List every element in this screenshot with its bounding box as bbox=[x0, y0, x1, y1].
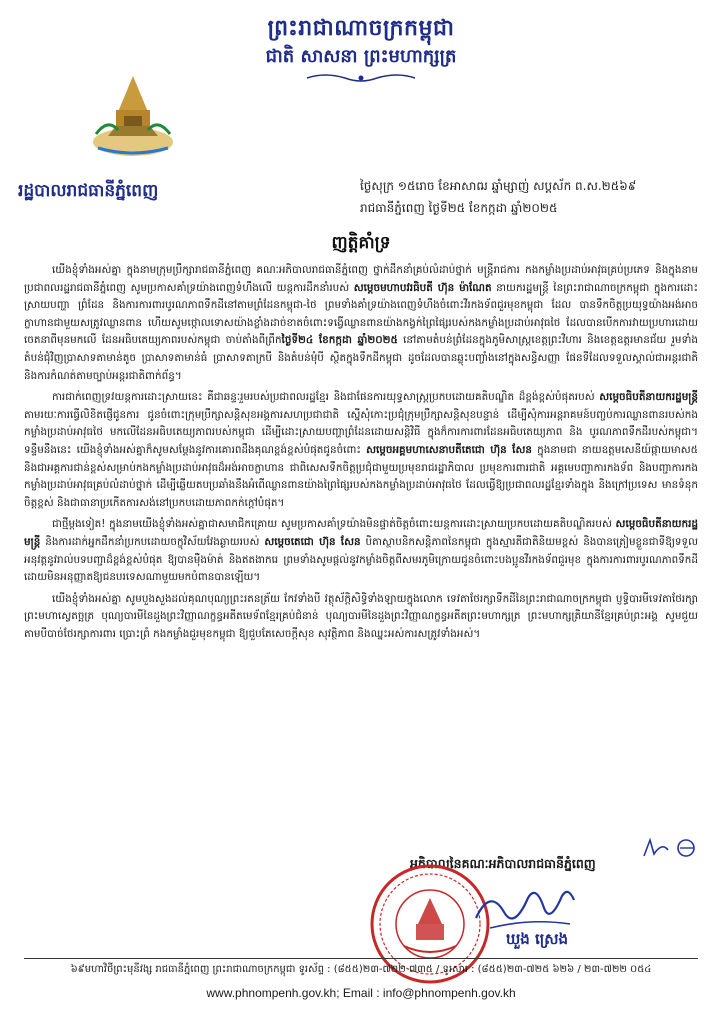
ornament-divider-icon bbox=[305, 72, 417, 84]
signatory-title: អភិបាលនៃគណៈអភិបាលរាជធានីភ្នំពេញ bbox=[410, 856, 596, 871]
lunar-date: ថ្ងៃសុក្រ ១៥រោច ខែអាសាឍ ឆ្នាំម្សាញ់ សប្តស័ក ព.ស.២៥៦៩ bbox=[360, 179, 637, 193]
body-paragraph: យើងខ្ញុំទាំងអស់គ្នា ក្នុងនាមក្រុមប្រឹក្សារាជធានីភ្នំពេញ គណៈអភិបាលរាជធានីភ្នំពេញ ថ្នាក់ដឹកនាំគ្រប់លំដាប់ថ្នាក់ មន្ត្រីរាជការ កងកម្លាំងប្រដាប់អាវុធគ្រប់ប្រភេទ និងក្នុងនាមប្រជាពលរដ្ឋរាជធានីភ្នំពេញ សូមប្រកាសគាំទ្រយ៉ាងពេញទំហឹងលើ យន្តការដឹកនាំរបស់ សម្ដេចមហាបវរធិបតី ហ៊ុន ម៉ាណែត នាយករដ្ឋមន្ត្រី នៃព្រះរាជាណាចក្រកម្ពុជា ក្នុងការដោះស្រាយបញ្ហា ព្រំដែន និងការការពារបូរណភាពទឹកដីនៅតាមព្រំដែនកម្ពុជា-ថៃ ព្រមទាំងគាំទ្រយ៉ាងពេញទំហឹងចំពោះវីរកងទ័ពជួរមុខកម្ពុជា ដែល បានទឹកចិត្តប្រយុទ្ធយ៉ាងអង់អាចក្លាហានជាមួយសត្រូវឈ្លានពាន ហើយសូមថ្កោលទោសយ៉ាងខ្លាំងដាច់ខាតចំពោះទង្វើឈ្លានពានយ៉ាងកង្វក់ព្រៃផ្សៃរបស់កងកម្លាំងប្រដាប់អាវុធថៃ ដែលបានបើកការវាយប្រហារដោយចេតនាពីមុនមកលើ ដែនអធិបតេយ្យភាពរបស់កម្ពុជា ចាប់តាំងពីព្រឹកថ្ងៃទី២៤ ខែកក្កដា ឆ្នាំ២០២៥ នៅតាមតំបន់ព្រំដែនក្នុងភូមិសាស្ត្រខេត្តព្រះវិហារ និងខេត្តឧត្តរមានជ័យ រួមទាំង តំបន់ជុំវិញប្រាសាទតាមាន់តូច ប្រាសាទតាមាន់ធំ ប្រាសាទតាក្របី និងតំបន់មុំបី ស្ថិតក្នុងទឹកដីកម្ពុជា ដូចដែលបានឆ្លុះបញ្ចាំងនៅក្នុងសន្ធិសញ្ញា ផែនទីដែលទទួលស្គាល់ជាអន្តរជាតិ និងការកំណត់តាមច្បាប់អន្តរជាតិពាក់ព័ន្ធ។ bbox=[24, 264, 699, 382]
issuing-authority: រដ្ឋបាលរាជធានីភ្នំពេញ bbox=[18, 181, 159, 201]
kingdom-title: ព្រះរាជាណាចក្រកម្ពុជា bbox=[267, 15, 455, 41]
document-body bbox=[24, 262, 698, 647]
emphasized-phrase: សម្ដេចមហាបវរធិបតី ហ៊ុន ម៉ាណែត bbox=[353, 281, 492, 294]
national-motto: ជាតិ សាសនា ព្រះមហាក្សត្រ bbox=[265, 46, 457, 67]
document-title: ញត្តិគាំទ្រ bbox=[331, 233, 391, 253]
phnom-penh-emblem-icon bbox=[88, 72, 178, 162]
body-paragraph: ជាថ្មីម្ដងទៀត! ក្នុងនាមយើងខ្ញុំទាំងអស់គ្នាជាសមាជិកគ្រោយ សូមប្រកាសគាំទ្រយ៉ាងមិនផ្ទាត់ចិត្តចំពោះយន្តការដោះស្រាយប្រកបដោយគតិបណ្ឌិតរបស់ សម្ដេចធិបតីនាយករដ្ឋមន្ត្រី និងការដាក់អ្នកដឹកនាំប្រកបដោយចក្ខុវិស័យវែងឆ្ងាយរបស់ សម្ដេចតេជោ ហ៊ុន សែន បិតាស្ថាបនិកសន្តិភាពនៃកម្ពុជា ក្នុងស្មារតីជាតិនិយមខ្ពស់ និងបានត្រៀមខ្លួនជាទីឱ្យទទួលអនុវត្តនូវរាល់បទបញ្ជាដ៏ខ្ពង់ខ្ពស់បំផុត ឱ្យបានម៉ឺងម៉ាត់ និងឥតងាករេ ព្រមទាំងសូមផ្ដល់នូវកម្លាំងចិត្តពីសមរភូមិក្រោយជូនចំពោះបងប្អូនវីរកងទ័ពជួរមុខ ក្នុងការការពារបូរណភាពទឹកដី ដោយមិនអនុញ្ញាតឱ្យជនបរទេសណាមួយមកបំពានបានឡើយ។ bbox=[24, 518, 699, 584]
emphasized-phrase: ថ្ងៃទី២៤ ខែកក្កដា ឆ្នាំ២០២៥ bbox=[281, 334, 398, 347]
footer-address: ៦៩មហាវិថីព្រះមុនីវង្ស រាជធានីភ្នំពេញ ព្រះរាជាណាចក្រកម្ពុជា ទូរស័ព្ទ : (៨៥៥)២៣-៧២២ ៧៣៥ / ទូរសារ : (៨៥៥)២៣-៧២៥ ៦២៦ / ២៣-៧២២ ០៥៤ bbox=[70, 964, 652, 975]
body-paragraph: យើងខ្ញុំទាំងអស់គ្នា សូមបួងសួងដល់គុណបុណ្យព្រះរតនត្រ័យ កែវទាំងបី វត្ថុស័ក្តិសិទ្ធិទាំងឡាយក្នុងលោក ទេវតាថែរក្សាទឹកដីនៃព្រះរាជាណាចក្រកម្ពុជា ប្ញទ្ធិបារមីទេវតាថែរក្សាព្រះមហាស្វេតច្ឆត្រ បុណ្យបារមីនៃដួងព្រះវិញ្ញាណក្ខន្ធអតីតមេទ័ពខ្មែរគ្រប់ជំនាន់ បុណ្យបារមីនៃដួងព្រះវិញ្ញាណក្ខន្ធអតីតព្រះមហាក្សត្រ ព្រះមហាក្សត្រិយានីខ្មែរគ្រប់ព្រះអង្គ សូមជួយតាមបីបាច់ថែរក្សាការពារ ប្រោះព្រំ កងកម្លាំងជួរមុខកម្ពុជា ឱ្យជួបតែសេចក្តីសុខ សុវត្ថិភាព និងឈ្នះអស់ការសត្រូវទាំងអស់។ bbox=[24, 592, 698, 640]
footer-divider bbox=[24, 958, 698, 959]
handwritten-signature-icon bbox=[470, 878, 580, 938]
emphasized-phrase: សម្ដេចអគ្គមហាសេនាបតីតេជោ ហ៊ុន សែន bbox=[366, 443, 532, 456]
solar-date: រាជធានីភ្នំពេញ ថ្ងៃទី២៥ ខែកក្កដា ឆ្នាំ២០២៥ bbox=[360, 201, 558, 215]
footer-contact: www.phnompenh.gov.kh; Email : info@phnompenh.gov.kh bbox=[206, 986, 516, 1000]
emphasized-phrase: សម្ដេចធិបតីនាយករដ្ឋមន្ត្រី bbox=[599, 391, 698, 404]
emphasized-phrase: សម្ដេចតេជោ ហ៊ុន សែន bbox=[264, 535, 361, 548]
signatory-name: ឃួង ស្រេង bbox=[506, 930, 569, 948]
body-paragraph: ការជាក់ពេញទ្រវយន្តការដោះស្រាយនេះ គឺជាឆន្ទៈរួមរបស់ប្រជាពលរដ្ឋខ្មែរ និងជាផែនការយុទ្ធសាស្ត្រប្រកបដោយគតិបណ្ឌិត ដ៏ខ្ពង់ខ្ពស់បំផុតរបស់ សម្ដេចធិបតីនាយករដ្ឋមន្ត្រី តាមរយៈការធ្វើលិខិតផ្ញើជូនការ ជូនចំពោះក្រុមប្រឹក្សាសន្តិសុខអង្គការសហប្រជាជាតិ ស្នើសុំកោះប្រជុំក្រុមប្រឹក្សាសន្តិសុខបន្ទាន់ ដើម្បីសុំការអន្តរាគមន៍បញ្ចប់ការឈ្លានពានរបស់កងកម្លាំងប្រដាប់អាវុធថៃ មកលើដែនអធិបតេយ្យភាពរបស់កម្ពុជា ដើម្បីដោះស្រាយបញ្ហាព្រំដែនដោយសន្តិវិធី ក្នុងក៏ការការពារដែនអធិបតេយ្យភាព និង បូរណភាពទឹកដីរបស់កម្ពុជា។ ទន្ទឹមនឹងនេះ យើងខ្ញុំទាំងអស់គ្នាក៏សូមសម្ដែងនូវការគោរពដឹងគុណខ្ពង់ខ្ពស់បំផុតជូនចំពោះ សម្ដេចអគ្គមហាសេនាបតីតេជោ ហ៊ុន សែន ក្នុងនាមជា នាយឧត្តមសេនីយ៍ផ្កាយមាស៥ និងជាអគ្គការជាន់ខ្ពស់សម្រាប់កងកម្លាំងប្រដាប់អាវុធដ៏អង់អាចក្លាហាន ជាពិសេសទឹកចិត្តប្រជុំជាមួយប្រមុខរាជរដ្ឋាភិបាល ប្រមុខការពារជាតិ អគ្គមេបញ្ជាការកងទ័ព និងបញ្ជាការកងកម្លាំងប្រដាប់អាវុធគ្រប់លំដាប់ថ្នាក់ ដើម្បីឆ្លើយតបប្រឆាំងនឹងអំពើឈ្លានពានយ៉ាងព្រៃផ្សៃរបស់កងកម្លាំងប្រដាប់អាវុធថៃ ដែលធ្វើឱ្យប្រជាពលរដ្ឋខ្មែរទាំងក្នុង និងក្រៅប្រទេស មានទំនុកចិត្តខ្ពស់ និងជាធានាប្រកើតការសង់នៅប្រកបដោយភាពកក់ក្ដៅបំផុត។ bbox=[24, 391, 698, 509]
emphasized-phrase: សម្ដេចធិបតីនាយករដ្ឋមន្ត្រី bbox=[24, 518, 698, 548]
initials-mark-icon bbox=[640, 836, 700, 860]
